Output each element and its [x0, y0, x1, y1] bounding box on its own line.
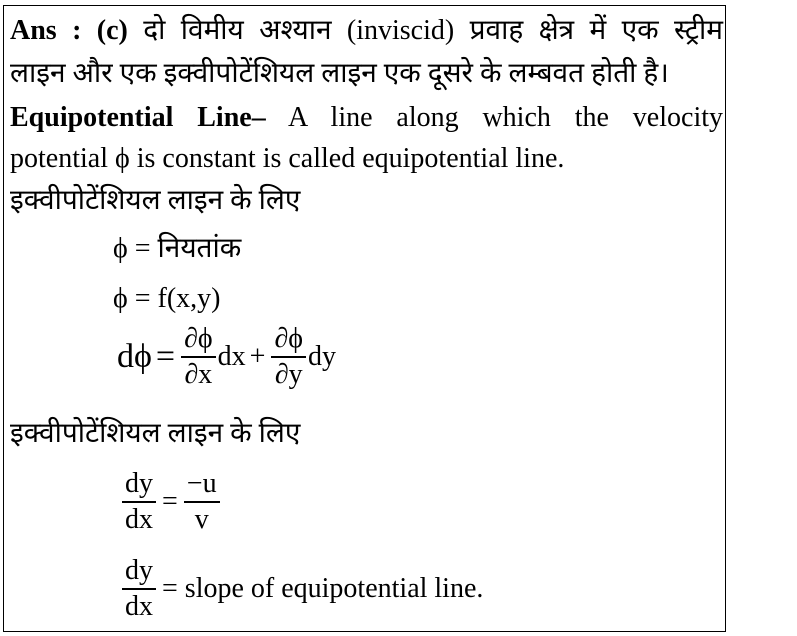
equation-phi-function: ϕ = f(x,y) — [113, 283, 221, 314]
definition-line-1 — [10, 101, 723, 135]
eq5-den: dx — [122, 588, 156, 624]
equation-slope-definition — [120, 554, 483, 624]
eq5-rhs: = slope of equipotential line. — [162, 573, 484, 604]
definition-line-2: potential ϕ is constant is called equipotential line. — [10, 143, 565, 174]
eq3-frac2-den: ∂y — [271, 356, 306, 392]
answer-line-2: लाइन और एक इक्वीपोटेंशियल लाइन एक दूसरे के लम्बवत होती है। — [10, 58, 669, 89]
eq4-fraction-rhs — [184, 467, 220, 537]
eq3-frac2-num: ∂ϕ — [274, 323, 304, 354]
definition-term: Equipotential Line– — [10, 102, 266, 133]
eq4-num: dy — [125, 468, 153, 499]
eq5-num: dy — [125, 555, 153, 586]
equation-slope-ratio — [120, 467, 222, 537]
equation-phi-constant: ϕ = नियतांक — [113, 233, 242, 264]
eq3-var-2: dy — [308, 341, 337, 372]
eq3-frac1-num: ∂ϕ — [184, 323, 213, 354]
eq3-var-1: dx — [217, 341, 246, 372]
eq3-equals: = — [155, 338, 176, 375]
eq3-plus: + — [249, 341, 266, 372]
eq3-fraction-2 — [271, 322, 306, 392]
answer-hindi-1: दो विमीय अश्यान (inviscid) प्रवाह क्षेत्र में एक स्ट्रीम — [127, 15, 723, 46]
eq3-fraction-1 — [181, 322, 216, 392]
eq3-lhs: dϕ — [117, 338, 152, 375]
equation-total-differential — [117, 322, 336, 392]
definition-text-1: A line along which the velocity — [265, 102, 723, 133]
answer-prefix: Ans : (c) — [10, 15, 128, 46]
answer-line-1 — [10, 14, 723, 48]
eq4-rhs-num: −u — [186, 468, 217, 499]
hindi-heading-1: इक्वीपोटेंशियल लाइन के लिए — [10, 185, 301, 216]
eq4-den: dx — [122, 501, 156, 537]
eq3-frac1-den: ∂x — [181, 356, 216, 392]
hindi-heading-2: इक्वीपोटेंशियल लाइन के लिए — [10, 418, 301, 449]
eq4-rhs-den: v — [184, 501, 220, 537]
eq4-equals: = — [162, 486, 178, 517]
eq4-fraction-lhs — [122, 467, 156, 537]
eq5-fraction — [122, 554, 156, 624]
answer-box — [3, 5, 726, 632]
